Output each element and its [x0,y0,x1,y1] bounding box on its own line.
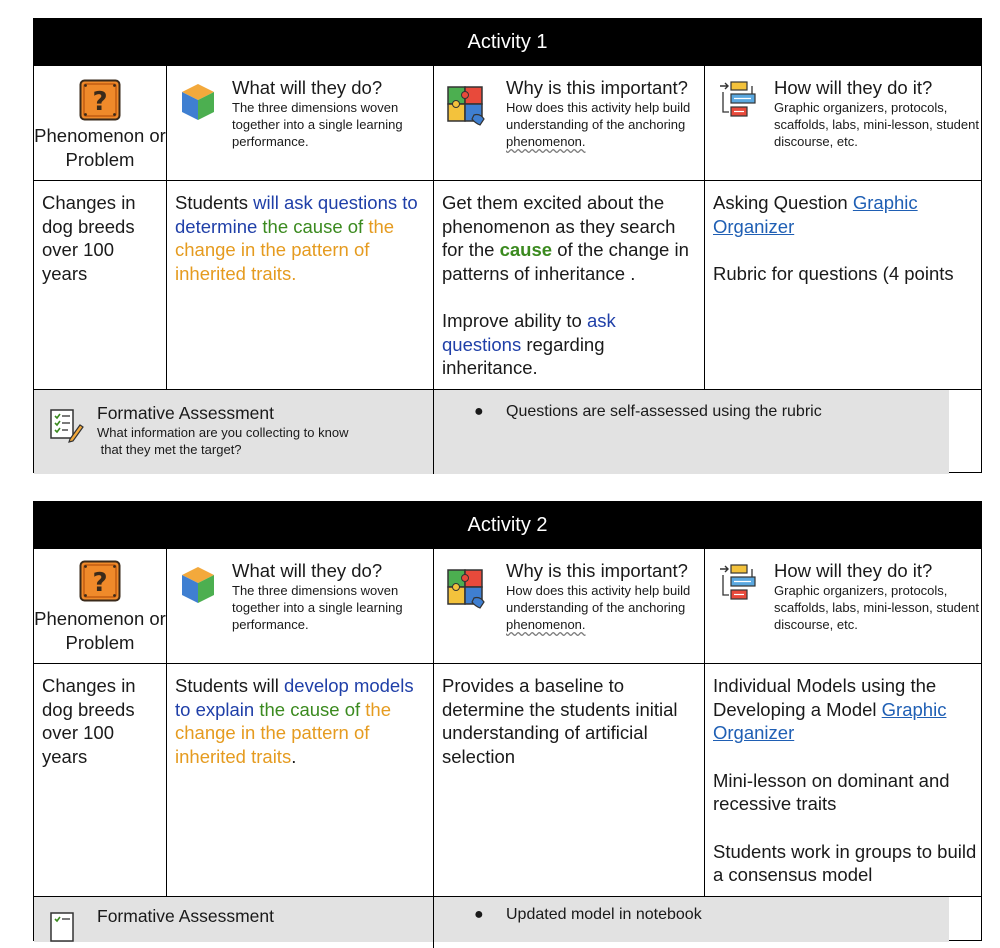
graphic-organizer-link[interactable]: Graphic Organizer [713,698,947,743]
flowchart-icon [718,80,760,122]
phenomenon-text: Changes in dog breeds over 100 years [42,192,136,284]
checklist-icon [48,910,84,946]
formative-text: ● Questions are self-assessed using the rubric [474,403,822,420]
formative-text: ● Updated model in notebook [474,906,702,923]
how-text: Asking Question Graphic Organizer Rubric for questions (4 points [713,192,954,284]
puzzle-icon [446,568,488,610]
what-header: What will they do? The three dimensions woven together into a single learning performance. [232,560,403,632]
activity-2-table [33,501,982,941]
question-block-icon [79,79,121,121]
question-block-icon [79,560,121,602]
cube-icon [180,565,216,605]
what-text: Students will develop models to explain the cause of the change in the pattern of inherited traits. [175,675,414,767]
how-header: How will they do it? Graphic organizers, protocols, scaffolds, labs, mini-lesson, student discourse, etc. [774,77,979,149]
formative-header: Formative Assessment What information are you collecting to know that they met the target? [97,403,349,457]
why-header: Why is this important? How does this activity help build understanding of the anchoring phenomenon. [506,77,691,149]
graphic-organizer-link[interactable]: Graphic Organizer [713,192,918,237]
phenomenon-text: Changes in dog breeds over 100 years [42,675,136,767]
activity-1-title: Activity 1 [34,19,981,65]
puzzle-icon [446,85,488,127]
svg-text:?: ? [92,87,108,117]
checklist-icon [48,407,84,443]
why-header: Why is this important? How does this activity help build understanding of the anchoring phenomenon. [506,560,691,632]
flowchart-icon [718,563,760,605]
activity-2-title: Activity 2 [34,502,981,548]
why-text: Get them excited about the phenomenon as they search for the cause of the change in patterns of inheritance . Improve ability to ask questions regarding inheritance. [442,192,689,378]
how-text: Individual Models using the Developing a Model Graphic Organizer Mini-lesson on dominant and recessive traits Students work in groups to build a consensus model [713,675,977,885]
how-header: How will they do it? Graphic organizers, protocols, scaffolds, labs, mini-lesson, student discourse, etc. [774,560,979,632]
why-text: Provides a baseline to determine the students initial understanding of artificial selection [442,675,678,767]
what-header: What will they do? The three dimensions woven together into a single learning performance. [232,77,403,149]
activity-1-table [33,18,982,473]
svg-text:?: ? [92,568,108,598]
formative-header: Formative Assessment [97,906,274,926]
cube-icon [180,82,216,122]
phenomenon-header: Phenomenon or Problem [34,608,166,653]
what-text: Students will ask questions to determine the cause of the change in the pattern of inherited traits. [175,192,418,284]
phenomenon-header: Phenomenon or Problem [34,125,166,170]
